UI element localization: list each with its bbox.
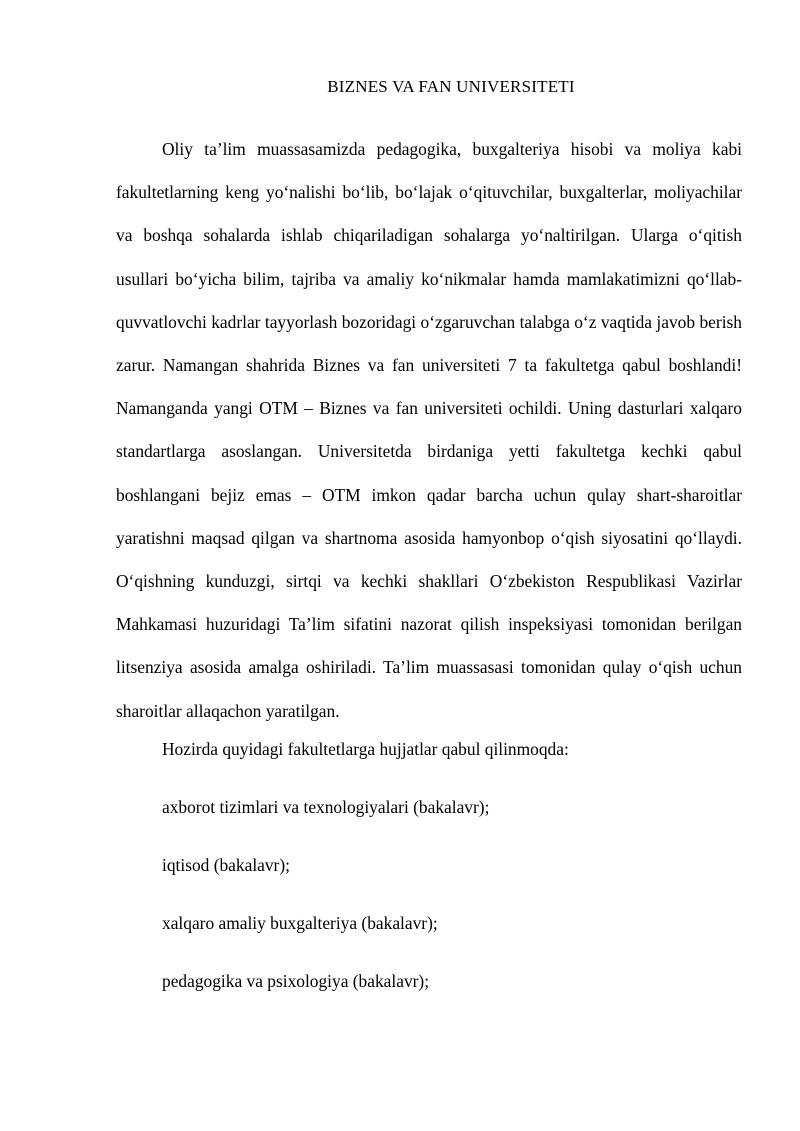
list-item: iqtisod (bakalavr); [162,855,290,875]
list-item: axborot tizimlari va texnologiyalari (bakalavr); [162,797,490,817]
faculty-list [162,739,742,1029]
body-paragraph: Oliy ta’lim muassasamizda pedagogika, buxgalteriya hisobi va moliya kabi fakultetlarning keng yo‘nalishi bo‘lib, bo‘lajak o‘qituvchilar, buxgalterlar, moliyachilar va boshqa sohalarda ishlab chiqariladigan sohalarga yo‘naltirilgan. Ularga o‘qitish usullari bo‘yicha bilim, tajriba va amaliy ko‘nikmalar hamda mamlakatimizni qo‘llab-quvvatlovchi kadrlar tayyorlash bozoridagi o‘zgaruvchan talabga o‘z vaqtida javob berish zarur. Namangan shahrida Biznes va fan universiteti 7 ta fakultetga qabul boshlandi! Namanganda yangi OTM – Biznes va fan universiteti ochildi. Uning dasturlari xalqaro standartlarga asoslangan. Universitetda birdaniga yetti fakultetga kechki qabul boshlangani bejiz emas – OTM imkon qadar barcha uchun qulay shart-sharoitlar yaratishni maqsad qilgan va shartnoma asosida hamyonbop o‘qish siyosatini qo‘llaydi. O‘qishning kunduzgi, sirtqi va kechki shakllari O‘zbekiston Respublikasi Vazirlar Mahkamasi huzuridagi Ta’lim sifatini nazorat qilish inspeksiyasi tomonidan berilgan litsenziya asosida amalga oshiriladi. Ta’lim muassasasi tomonidan qulay o‘qish uchun sharoitlar allaqachon yaratilgan. [116,139,742,721]
list-intro: Hozirda quyidagi fakultetlarga hujjatlar qabul qilinmoqda: [162,739,569,759]
list-item: pedagogika va psixologiya (bakalavr); [162,971,430,991]
document-title: BIZNES VA FAN UNIVERSITETI [327,77,575,96]
list-item: xalqaro amaliy buxgalteriya (bakalavr); [162,913,438,933]
